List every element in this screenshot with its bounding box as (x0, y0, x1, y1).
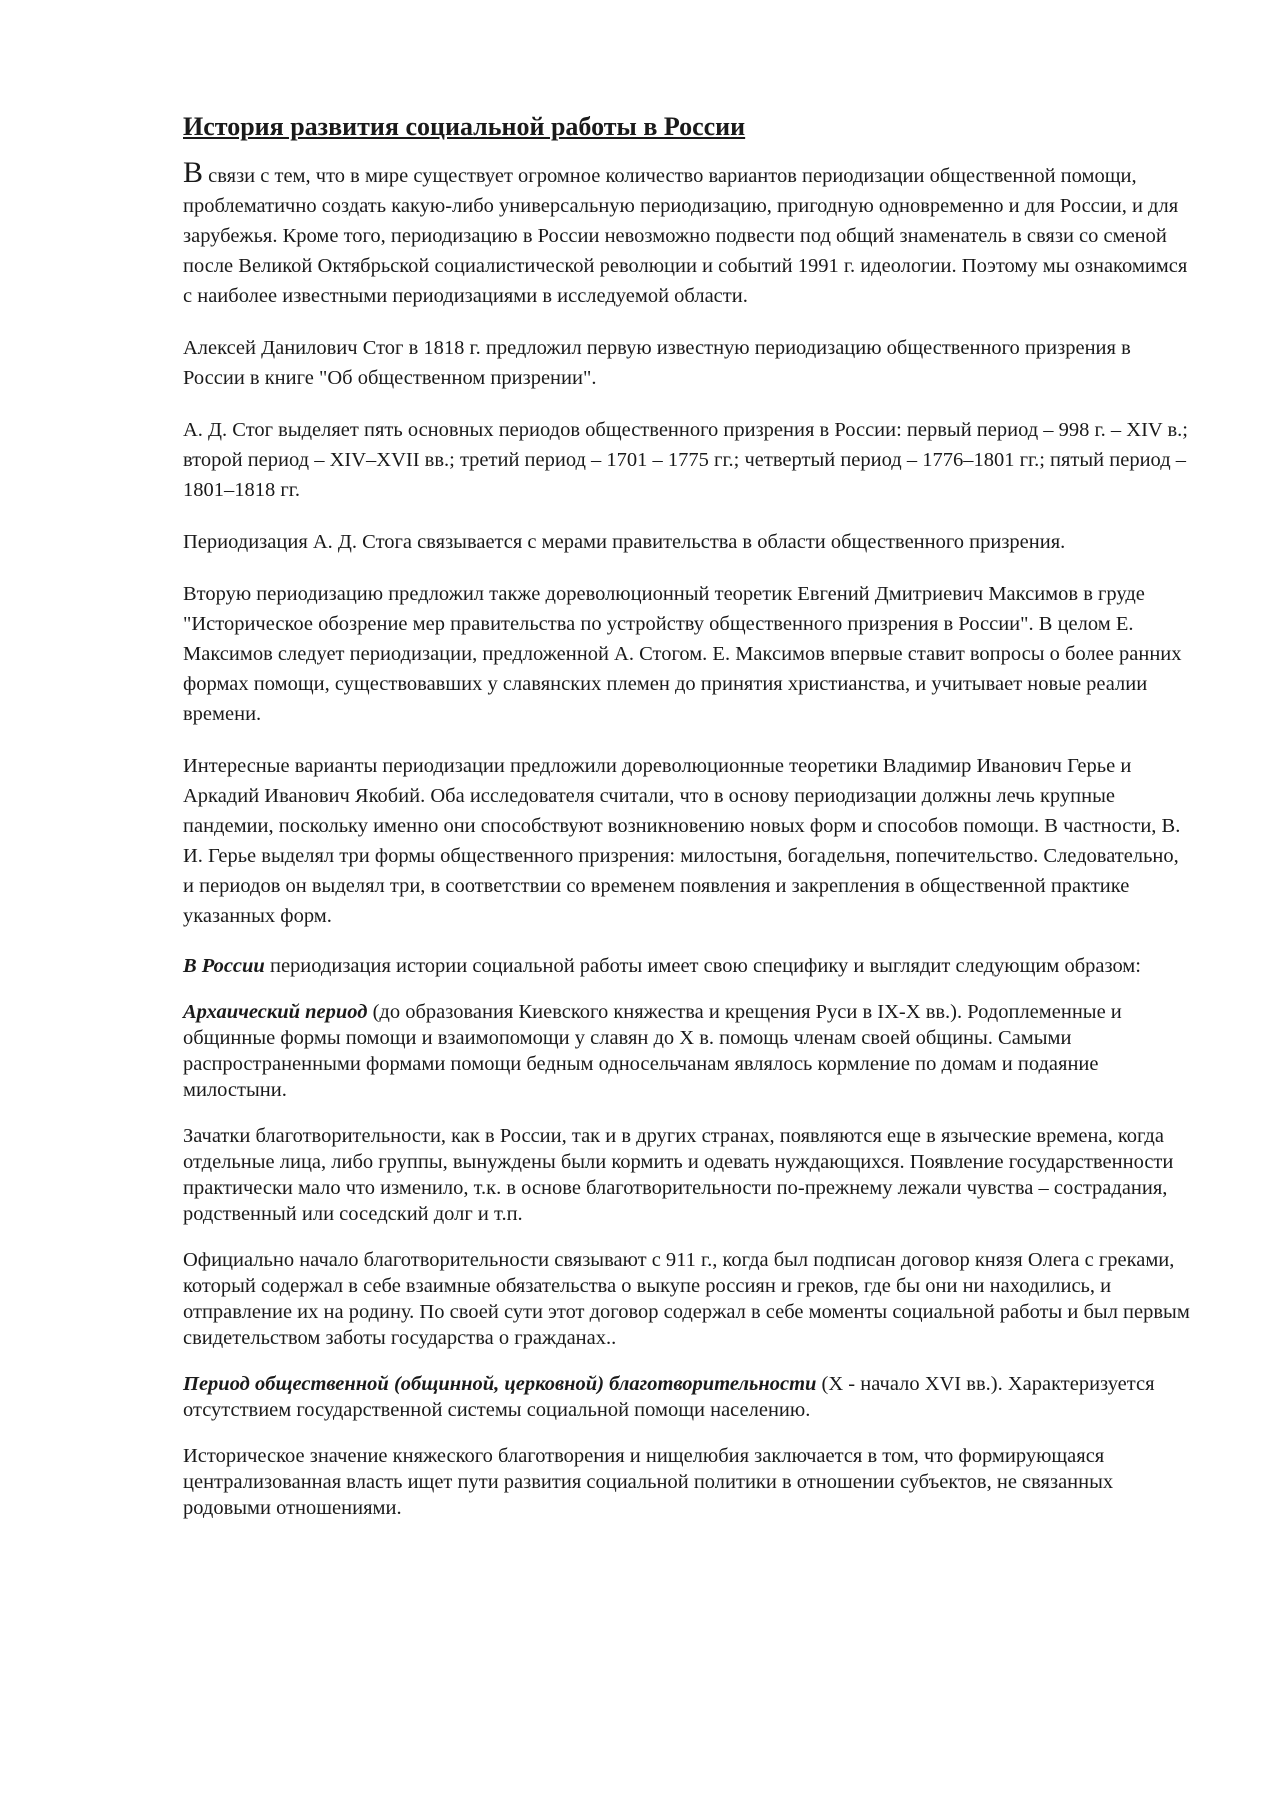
paragraph-archaic-period (183, 999, 1193, 1103)
paragraph-community-charity-period (183, 1371, 1193, 1423)
paragraph-stog: Алексей Данилович Стог в 1818 г. предложил первую известную периодизацию общественного призрения в России в книге "Об общественном призрении". (183, 336, 1131, 389)
document-title: История развития социальной работы в России (183, 112, 746, 141)
drop-cap-letter: В (183, 155, 204, 189)
paragraph-charity-origins: Зачатки благотворительности, как в России, так и в других странах, появляются еще в языческие времена, когда отдельные лица, либо группы, вынуждены были кормить и одевать нуждающихся. Появление государственности практически мало что изменило, т.к. в основе благотворительности по-прежнему лежали чувства – сострадания, родственный или соседский долг и т.п. (183, 1124, 1174, 1225)
emphasis-v-rossii: В России (183, 954, 265, 977)
paragraph-russia-periodization-text: периодизация истории социальной работы имеет свою специфику и выглядит следующим образом: (264, 954, 1141, 977)
paragraph-gerie-yakobiy: Интересные варианты периодизации предложили дореволюционные теоретики Владимир Иванович Герье и Аркадий Иванович Якобий. Оба исследователя считали, что в основу периодизации должны лечь крупные пандемии, поскольку именно они способствуют возникновению новых форм и способов помощи. В частности, В. И. Герье выделял три формы общественного призрения: милостыня, богадельня, попечительство. Следовательно, и периодов он выделял три, в соответствии со временем появления и закрепления в общественной практике указанных форм. (183, 754, 1181, 927)
paragraph-intro (183, 155, 1193, 311)
document-page (183, 110, 1193, 1541)
paragraph-princely-charity: Историческое значение княжеского благотворения и нищелюбия заключается в том, что формирующаяся централизованная власть ищет пути развития социальной политики в отношении субъектов, не связанных родовыми отношениями. (183, 1444, 1114, 1519)
paragraph-oleg-treaty: Официально начало благотворительности связывают с 911 г., когда был подписан договор князя Олега с греками, который содержал в себе взаимные обязательства о выкупе россиян и греков, где бы они ни находились, и отправление их на родину. По своей сути этот договор содержал в себе моменты социальной работы и был первым свидетельством заботы государства о гражданах.. (183, 1248, 1190, 1349)
emphasis-archaic-period: Архаический период (183, 1000, 368, 1023)
paragraph-russia-periodization (183, 953, 1193, 979)
paragraph-archaic-period-text: (до образования Киевского княжества и крещения Руси в IX-X вв.). Родоплеменные и общинные формы помощи и взаимопомощи у славян до X в. помощь членам своей общины. Самыми распространенными формами помощи бедным односельчанам являлось кормление по домам и подаяние милостыни. (183, 1000, 1122, 1101)
paragraph-stog-measures: Периодизация А. Д. Стога связывается с мерами правительства в области общественного призрения. (183, 530, 1066, 553)
paragraph-stog-periods: А. Д. Стог выделяет пять основных периодов общественного призрения в России: первый период – 998 г. – XIV в.; второй период – XIV–XVII вв.; третий период – 1701 – 1775 гг.; четвертый период – 1776–1801 гг.; пятый период – 1801–1818 гг. (183, 418, 1188, 501)
paragraph-intro-text: связи с тем, что в мире существует огромное количество вариантов периодизации общественной помощи, проблематично создать какую-либо универсальную периодизацию, пригодную одновременно и для России, и для зарубежья. Кроме того, периодизацию в России невозможно подвести под общий знаменатель в связи со сменой после Великой Октябрьской социалистической революции и событий 1991 г. идеологии. Поэтому мы ознакомимся с наиболее известными периодизациями в исследуемой области. (183, 164, 1188, 307)
emphasis-community-charity-period: Период общественной (общинной, церковной) благотворительности (183, 1372, 817, 1395)
paragraph-community-charity-period-text: (X - начало XVI вв.). Характеризуется отсутствием государственной системы социальной помощи населению. (183, 1372, 1155, 1421)
paragraph-maksimov: Вторую периодизацию предложил также дореволюционный теоретик Евгений Дмитриевич Максимов в груде "Историческое обозрение мер правительства по устройству общественного призрения в России". В целом Е. Максимов следует периодизации, предложенной А. Стогом. Е. Максимов впервые ставит вопросы о более ранних формах помощи, существовавших у славянских племен до принятия христианства, и учитывает новые реалии времени. (183, 582, 1182, 725)
